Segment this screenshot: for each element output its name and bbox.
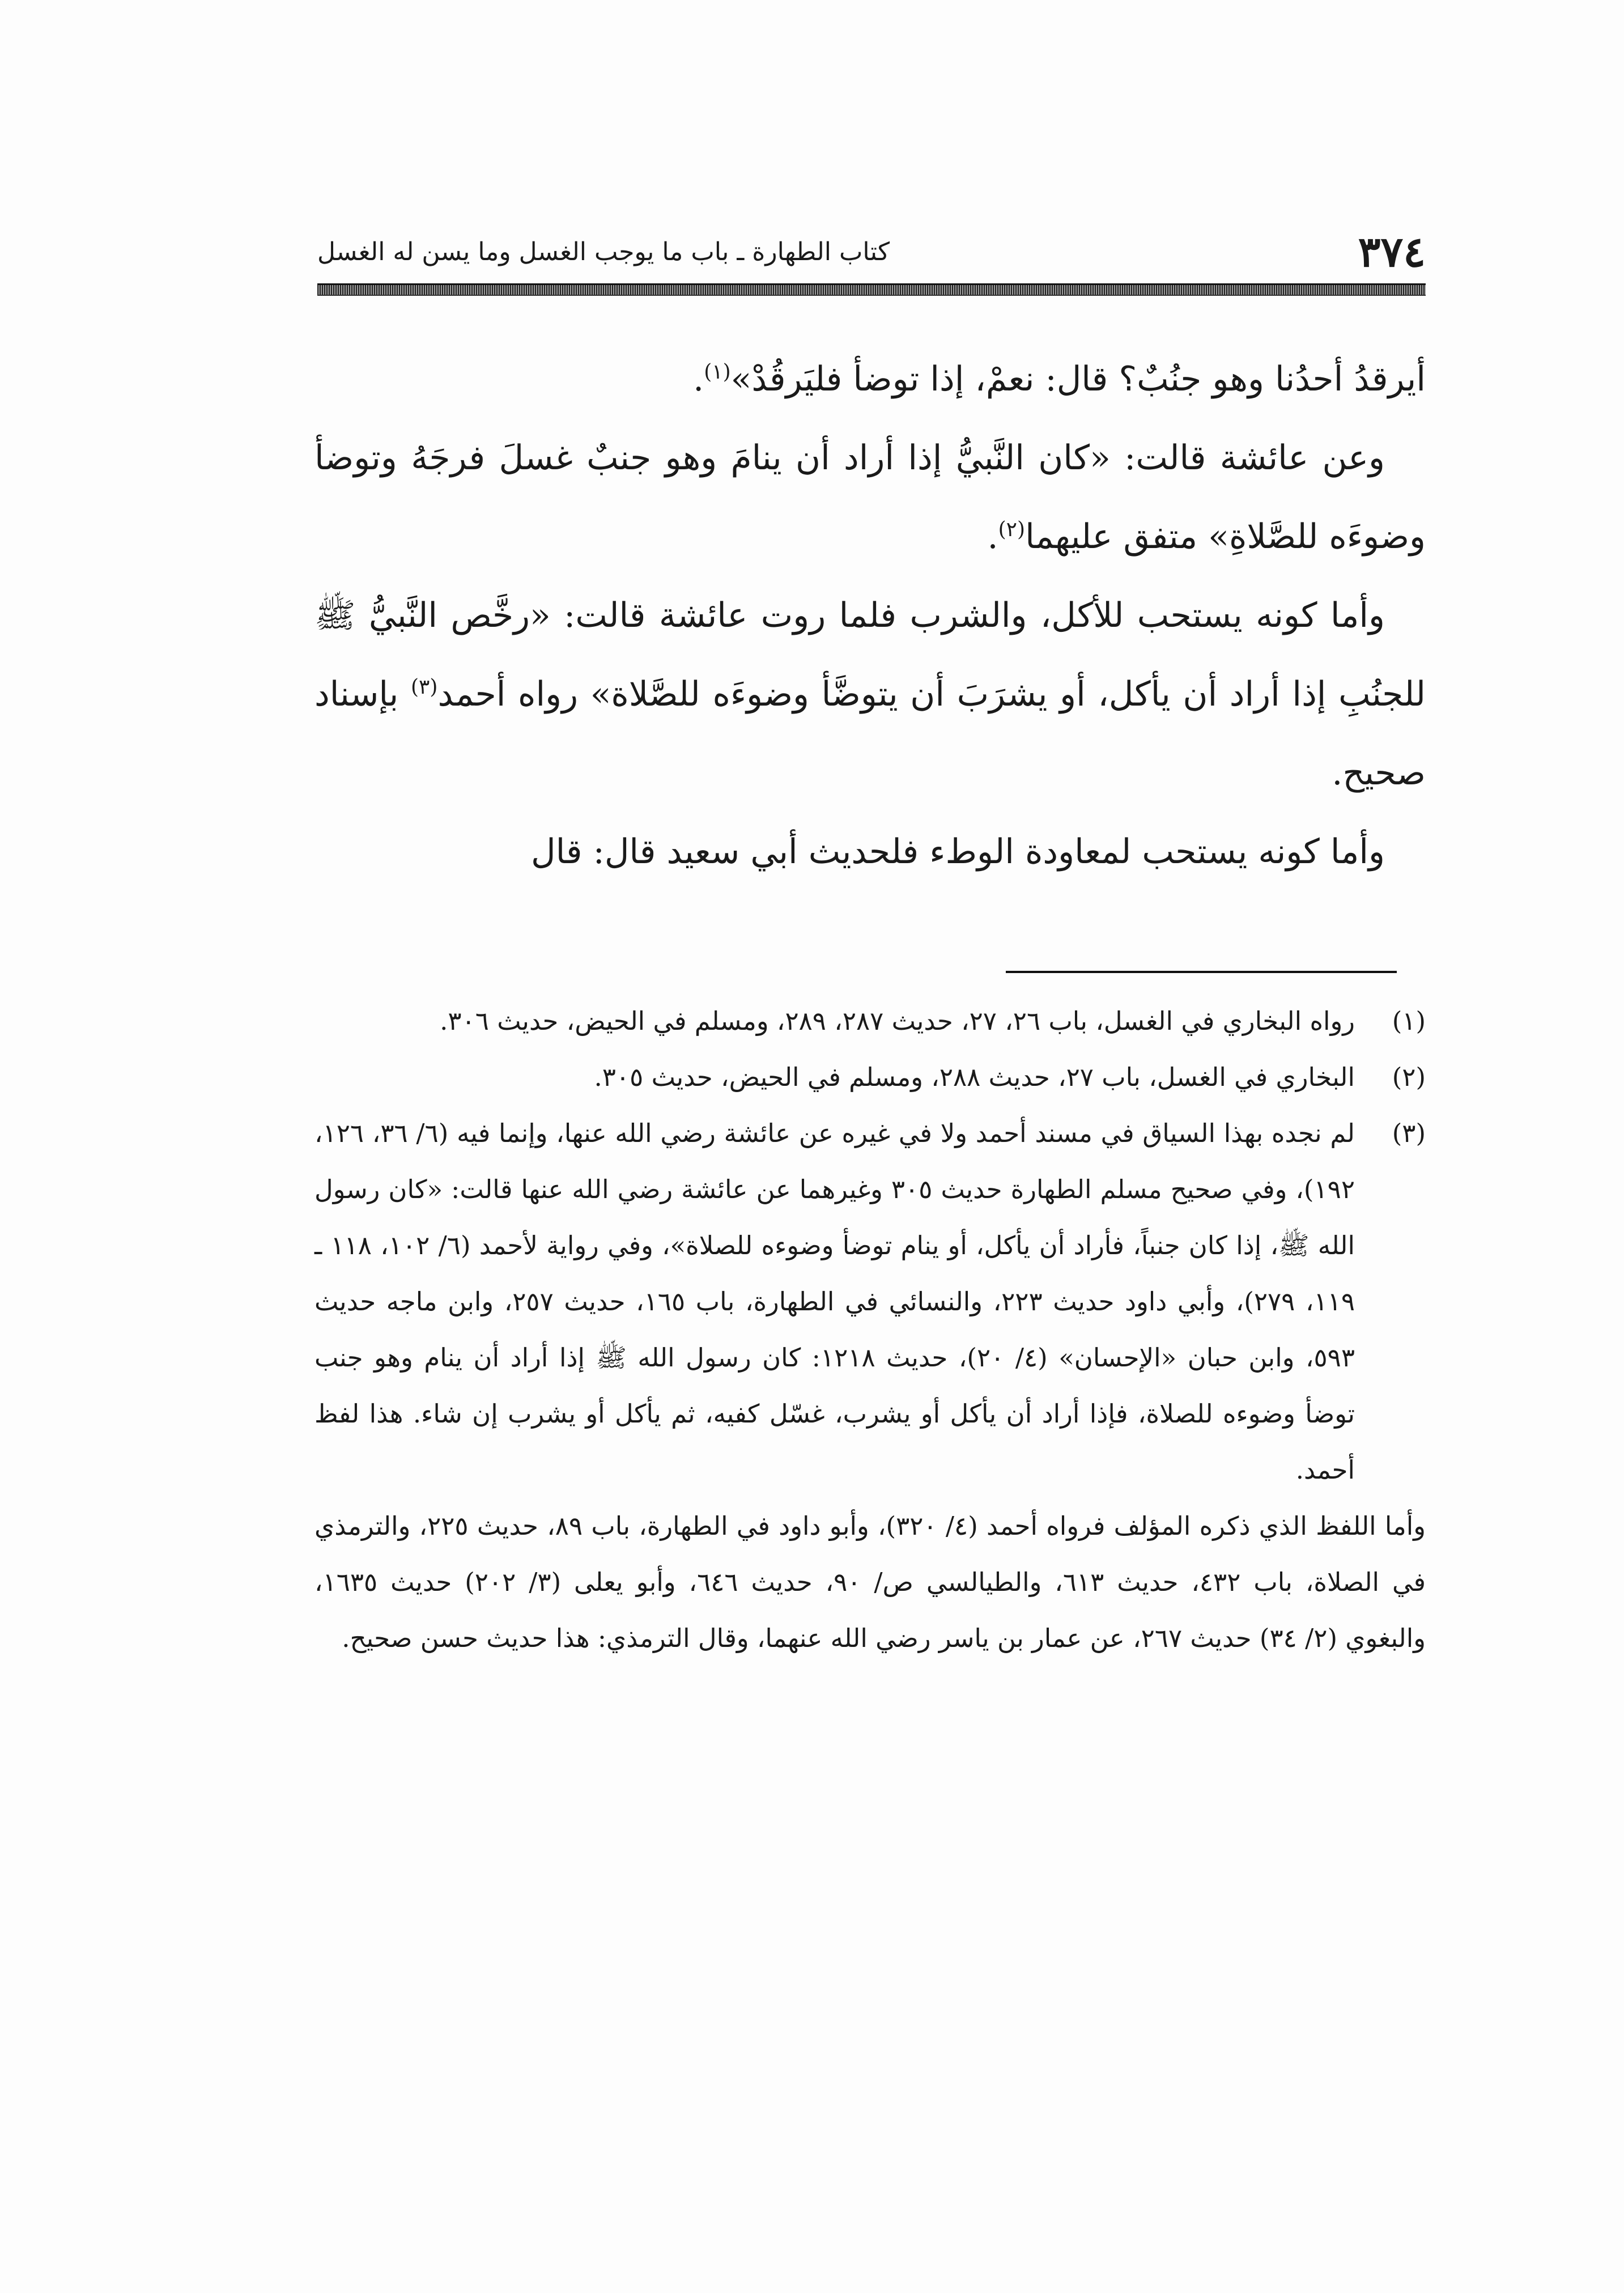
footnote-reference: (٣): [411, 676, 438, 699]
footnote-2: [314, 1049, 1426, 1105]
footnote-text: لم نجده بهذا السياق في مسند أحمد ولا في غيره عن عائشة رضي الله عنها، وإنما فيه (٦/ ٣٦، ١٢٦، ١٩٢)، وفي صحيح مسلم الطهارة حديث ٣٠٥ وغيرهما عن عائشة رضي الله عنها قالت: «كان رسول الله ﷺ، إذا كان جنباً، فأراد أن يأكل، أو ينام توضأ وضوءه للصلاة»، وفي رواية لأحمد (٦/ ١٠٢، ١١٨ ـ ١١٩، ٢٧٩)، وأبي داود حديث ٢٢٣، والنسائي في الطهارة، باب ١٦٥، حديث ٢٥٧، وابن ماجه حديث ٥٩٣، وابن حبان «الإحسان» (٤/ ٢٠)، حديث ١٢١٨: كان رسول الله ﷺ إذا أراد أن ينام وهو جنب توضأ وضوءه للصلاة، فإذا أراد أن يأكل أو يشرب، غسّل كفيه، ثم يأكل أو يشرب إن شاء. هذا لفظ أحمد.: [314, 1118, 1355, 1485]
footnote-reference: (٢): [998, 518, 1026, 541]
footnote-1: [314, 993, 1426, 1049]
footnote-continuation: وأما اللفظ الذي ذكره المؤلف فرواه أحمد (٤/ ٣٢٠)، وأبو داود في الطهارة، باب ٨٩، حديث ٢٢٥، والترمذي في الصلاة، باب ٤٣٢، حديث ٦١٣، والطيالسي ص/ ٩٠، حديث ٦٤٦، وأبو يعلى (٣/ ٢٠٢) حديث ١٦٣٥، والبغوي (٢/ ٣٤) حديث ٢٦٧، عن عمار بن ياسر رضي الله عنهما، وقال الترمذي: هذا حديث حسن صحيح.: [314, 1511, 1426, 1653]
paragraph-text: وعن عائشة قالت: «كان النَّبيُّ إذا أراد أن ينامَ وهو جنبٌ غسلَ فرجَهُ وتوضأ وضوءَه للصَّلاةِ» متفق عليهما: [314, 438, 1426, 557]
paragraph-2: [314, 419, 1426, 576]
paragraph-1: [314, 340, 1426, 419]
paragraph-text: وأما كونه يستحب للأكل، والشرب فلما روت عائشة قالت: «رخَّص النَّبيُّ ﷺ للجنُبِ إذا أراد أن يأكل، أو يشرَبَ أن يتوضَّأ وضوءَه للصَّلاة» رواه أحمد: [314, 596, 1426, 714]
footnote-marker: (٣): [1392, 1118, 1426, 1148]
running-title: كتاب الطهارة ـ باب ما يوجب الغسل وما يسن له الغسل: [317, 237, 890, 266]
paragraph-text: وأما كونه يستحب لمعاودة الوطء فلحديث أبي سعيد قال: قال: [530, 832, 1385, 872]
footnote-3: [314, 1105, 1426, 1498]
footnotes: [314, 993, 1426, 1666]
paragraph-text: أيرقدُ أحدُنا وهو جنُبٌ؟ قال: نعمْ، إذا توضأ فليَرقُدْ»: [730, 359, 1426, 399]
paragraph-3: [314, 576, 1426, 813]
footnote-marker: (٢): [1392, 1062, 1426, 1092]
main-text: [314, 340, 1426, 891]
footnote-text: رواه البخاري في الغسل، باب ٢٦، ٢٧، حديث ٢٨٧، ٢٨٩، ومسلم في الحيض، حديث ٣٠٦.: [440, 1006, 1355, 1036]
footnote-separator: [1006, 971, 1397, 973]
paragraph-text-tail: .: [693, 359, 704, 399]
header-divider: [317, 283, 1426, 296]
paragraph-text-tail: بإسناد صحيح.: [314, 674, 1426, 793]
paragraph-text-tail: .: [987, 517, 998, 557]
footnote-text: البخاري في الغسل، باب ٢٧، حديث ٢٨٨، ومسلم في الحيض، حديث ٣٠٥.: [594, 1062, 1355, 1092]
running-header: [317, 230, 1426, 275]
footnote-marker: (١): [1392, 1006, 1426, 1036]
page-number: ٣٧٤: [1358, 228, 1426, 277]
footnote-reference: (١): [704, 360, 731, 384]
paragraph-4: [314, 813, 1426, 891]
